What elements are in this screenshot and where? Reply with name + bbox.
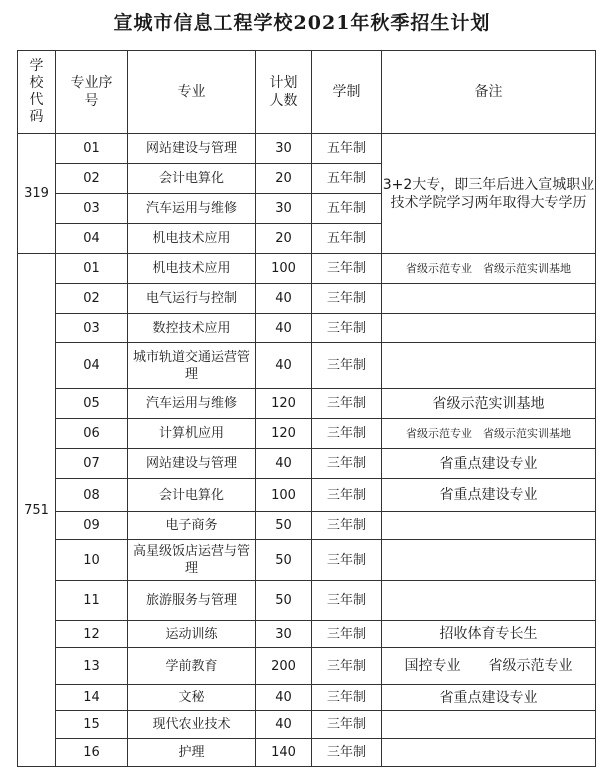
duration-cell: 三年制 xyxy=(312,343,382,389)
seq-cell: 14 xyxy=(56,685,128,711)
school-code-cell: 751 xyxy=(18,254,56,767)
seq-cell: 03 xyxy=(56,314,128,343)
remark-cell xyxy=(382,284,596,314)
table-row xyxy=(18,343,596,389)
table-row xyxy=(18,449,596,479)
major-cell: 运动训练 xyxy=(128,621,256,648)
duration-cell: 三年制 xyxy=(312,540,382,581)
remark-cell xyxy=(382,739,596,767)
duration-cell: 五年制 xyxy=(312,224,382,254)
count-cell: 30 xyxy=(256,194,312,224)
table-row xyxy=(18,284,596,314)
duration-cell: 五年制 xyxy=(312,164,382,194)
table-row xyxy=(18,739,596,767)
table-row xyxy=(18,254,596,284)
count-cell: 200 xyxy=(256,648,312,685)
count-cell: 40 xyxy=(256,685,312,711)
seq-cell: 10 xyxy=(56,540,128,581)
remark-cell: 省级示范专业 省级示范实训基地 xyxy=(382,254,596,284)
seq-cell: 05 xyxy=(56,389,128,419)
page-title: 宣城市信息工程学校2021年秋季招生计划 xyxy=(113,12,491,34)
count-cell: 120 xyxy=(256,389,312,419)
school-code-cell: 319 xyxy=(18,134,56,254)
duration-cell: 三年制 xyxy=(312,314,382,343)
major-cell: 会计电算化 xyxy=(128,164,256,194)
major-cell: 网站建设与管理 xyxy=(128,134,256,164)
major-cell: 汽车运用与维修 xyxy=(128,194,256,224)
remark-cell: 省级示范实训基地 xyxy=(382,389,596,419)
seq-cell: 11 xyxy=(56,581,128,621)
count-cell: 100 xyxy=(256,479,312,512)
seq-cell: 03 xyxy=(56,194,128,224)
remark-cell: 3+2大专，即三年后进入宣城职业技术学院学习两年取得大专学历 xyxy=(382,134,596,254)
major-cell: 会计电算化 xyxy=(128,479,256,512)
duration-cell: 三年制 xyxy=(312,389,382,419)
table-row xyxy=(18,512,596,540)
seq-cell: 04 xyxy=(56,224,128,254)
seq-cell: 01 xyxy=(56,134,128,164)
major-cell: 护理 xyxy=(128,739,256,767)
count-cell: 20 xyxy=(256,224,312,254)
duration-cell: 三年制 xyxy=(312,581,382,621)
remark-cell xyxy=(382,711,596,739)
count-cell: 40 xyxy=(256,343,312,389)
table-row xyxy=(18,419,596,449)
remark-cell: 省重点建设专业 xyxy=(382,685,596,711)
major-cell: 机电技术应用 xyxy=(128,254,256,284)
table-row xyxy=(18,314,596,343)
remark-cell: 省级示范专业 省级示范实训基地 xyxy=(382,419,596,449)
duration-cell: 三年制 xyxy=(312,648,382,685)
duration-cell: 三年制 xyxy=(312,254,382,284)
table-row xyxy=(18,134,596,164)
duration-cell: 三年制 xyxy=(312,685,382,711)
seq-cell: 13 xyxy=(56,648,128,685)
duration-cell: 三年制 xyxy=(312,512,382,540)
major-cell: 网站建设与管理 xyxy=(128,449,256,479)
duration-cell: 三年制 xyxy=(312,419,382,449)
count-cell: 50 xyxy=(256,581,312,621)
header-major: 专业 xyxy=(128,51,256,134)
remark-cell xyxy=(382,314,596,343)
table-row xyxy=(18,711,596,739)
remark-cell xyxy=(382,343,596,389)
seq-cell: 01 xyxy=(56,254,128,284)
count-cell: 120 xyxy=(256,419,312,449)
major-cell: 学前教育 xyxy=(128,648,256,685)
major-cell: 汽车运用与维修 xyxy=(128,389,256,419)
remark-cell: 省重点建设专业 xyxy=(382,479,596,512)
header-duration: 学制 xyxy=(312,51,382,134)
major-cell: 电气运行与控制 xyxy=(128,284,256,314)
table-row xyxy=(18,581,596,621)
count-cell: 40 xyxy=(256,711,312,739)
major-cell: 旅游服务与管理 xyxy=(128,581,256,621)
seq-cell: 04 xyxy=(56,343,128,389)
seq-cell: 08 xyxy=(56,479,128,512)
major-cell: 计算机应用 xyxy=(128,419,256,449)
count-cell: 40 xyxy=(256,284,312,314)
seq-cell: 12 xyxy=(56,621,128,648)
major-cell: 数控技术应用 xyxy=(128,314,256,343)
seq-cell: 06 xyxy=(56,419,128,449)
remark-cell: 国控专业 省级示范专业 xyxy=(382,648,596,685)
header-seq: 专业序号 xyxy=(56,51,128,134)
header-remark: 备注 xyxy=(382,51,596,134)
table-row xyxy=(18,621,596,648)
count-cell: 30 xyxy=(256,621,312,648)
major-cell: 电子商务 xyxy=(128,512,256,540)
remark-cell xyxy=(382,512,596,540)
header-plan-count: 计划人数 xyxy=(256,51,312,134)
table-row xyxy=(18,648,596,685)
table-row xyxy=(18,479,596,512)
major-cell: 机电技术应用 xyxy=(128,224,256,254)
seq-cell: 02 xyxy=(56,284,128,314)
duration-cell: 三年制 xyxy=(312,621,382,648)
count-cell: 40 xyxy=(256,314,312,343)
major-cell: 城市轨道交通运营管理 xyxy=(128,343,256,389)
count-cell: 140 xyxy=(256,739,312,767)
duration-cell: 五年制 xyxy=(312,194,382,224)
seq-cell: 02 xyxy=(56,164,128,194)
count-cell: 20 xyxy=(256,164,312,194)
remark-cell xyxy=(382,581,596,621)
duration-cell: 三年制 xyxy=(312,479,382,512)
count-cell: 50 xyxy=(256,512,312,540)
table-header-row xyxy=(18,51,596,134)
major-cell: 文秘 xyxy=(128,685,256,711)
count-cell: 30 xyxy=(256,134,312,164)
remark-cell: 省重点建设专业 xyxy=(382,449,596,479)
major-cell: 高星级饭店运营与管理 xyxy=(128,540,256,581)
count-cell: 100 xyxy=(256,254,312,284)
duration-cell: 三年制 xyxy=(312,711,382,739)
table-row xyxy=(18,540,596,581)
duration-cell: 三年制 xyxy=(312,449,382,479)
seq-cell: 16 xyxy=(56,739,128,767)
seq-cell: 15 xyxy=(56,711,128,739)
remark-cell xyxy=(382,540,596,581)
duration-cell: 五年制 xyxy=(312,134,382,164)
count-cell: 40 xyxy=(256,449,312,479)
remark-cell: 招收体育专长生 xyxy=(382,621,596,648)
duration-cell: 三年制 xyxy=(312,284,382,314)
major-cell: 现代农业技术 xyxy=(128,711,256,739)
seq-cell: 07 xyxy=(56,449,128,479)
header-school-code: 学校代码 xyxy=(18,51,56,134)
table-row xyxy=(18,685,596,711)
seq-cell: 09 xyxy=(56,512,128,540)
count-cell: 50 xyxy=(256,540,312,581)
duration-cell: 三年制 xyxy=(312,739,382,767)
enrollment-plan-table xyxy=(17,50,596,767)
table-row xyxy=(18,389,596,419)
